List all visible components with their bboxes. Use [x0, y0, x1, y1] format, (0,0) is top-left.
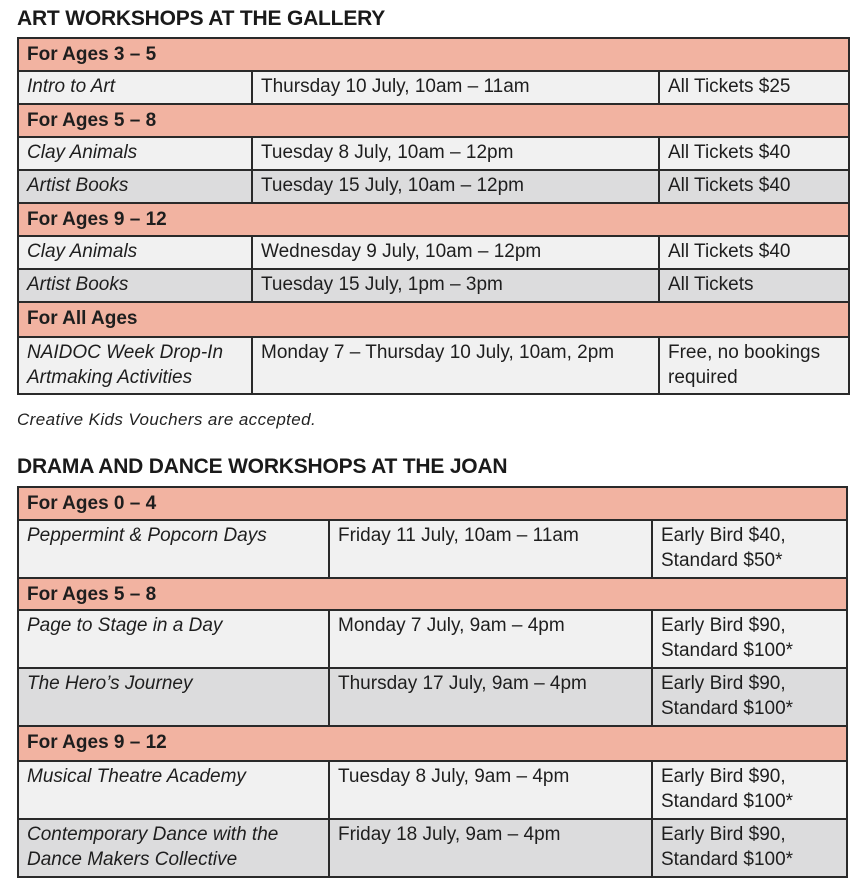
age-group-label: For Ages 9 – 12 — [18, 726, 847, 761]
workshop-name: NAIDOC Week Drop-In Artmaking Activities — [18, 337, 252, 394]
table-row — [18, 668, 847, 726]
table-row — [18, 520, 847, 578]
workshop-name: Contemporary Dance with the Dance Makers Collective — [18, 819, 329, 877]
workshop-date: Thursday 17 July, 9am – 4pm — [329, 668, 652, 726]
table-row — [18, 337, 849, 394]
workshop-name: Clay Animals — [18, 137, 252, 170]
table-row — [18, 71, 849, 104]
age-group-header — [18, 726, 847, 761]
age-group-label: For Ages 3 – 5 — [18, 38, 849, 71]
table-row — [18, 236, 849, 269]
workshop-price: Early Bird $90, Standard $100* — [652, 610, 847, 668]
workshop-name: Page to Stage in a Day — [18, 610, 329, 668]
workshop-price: All Tickets $25 — [659, 71, 849, 104]
age-group-header — [18, 487, 847, 520]
age-group-header — [18, 203, 849, 236]
workshop-price: All Tickets $40 — [659, 170, 849, 203]
table-row — [18, 137, 849, 170]
age-group-label: For Ages 5 – 8 — [18, 104, 849, 137]
workshop-price: All Tickets $40 — [659, 236, 849, 269]
drama-workshops-table — [17, 486, 848, 878]
workshop-price: Early Bird $90, Standard $100* — [652, 819, 847, 877]
age-group-header — [18, 578, 847, 610]
workshop-price: Early Bird $90, Standard $100* — [652, 761, 847, 819]
table-row — [18, 269, 849, 302]
table-row — [18, 761, 847, 819]
age-group-label: For Ages 9 – 12 — [18, 203, 849, 236]
workshop-date: Friday 18 July, 9am – 4pm — [329, 819, 652, 877]
workshop-date: Tuesday 15 July, 10am – 12pm — [252, 170, 659, 203]
workshop-date: Tuesday 8 July, 10am – 12pm — [252, 137, 659, 170]
workshop-name: Artist Books — [18, 269, 252, 302]
workshop-name: Clay Animals — [18, 236, 252, 269]
workshop-date: Monday 7 July, 9am – 4pm — [329, 610, 652, 668]
workshop-date: Friday 11 July, 10am – 11am — [329, 520, 652, 578]
age-group-header — [18, 302, 849, 337]
workshop-date: Tuesday 8 July, 9am – 4pm — [329, 761, 652, 819]
workshop-price: Early Bird $40, Standard $50* — [652, 520, 847, 578]
workshop-date: Monday 7 – Thursday 10 July, 10am, 2pm — [252, 337, 659, 394]
workshop-price: Early Bird $90, Standard $100* — [652, 668, 847, 726]
workshop-name: Intro to Art — [18, 71, 252, 104]
workshop-date: Tuesday 15 July, 1pm – 3pm — [252, 269, 659, 302]
table-row — [18, 819, 847, 877]
age-group-label: For All Ages — [18, 302, 849, 337]
workshop-price: All Tickets $40 — [659, 137, 849, 170]
art-section-title: ART WORKSHOPS AT THE GALLERY — [17, 7, 386, 30]
table-row — [18, 170, 849, 203]
workshop-date: Wednesday 9 July, 10am – 12pm — [252, 236, 659, 269]
table-row — [18, 610, 847, 668]
workshop-name: Musical Theatre Academy — [18, 761, 329, 819]
age-group-label: For Ages 5 – 8 — [18, 578, 847, 610]
workshop-name: Peppermint & Popcorn Days — [18, 520, 329, 578]
workshop-date: Thursday 10 July, 10am – 11am — [252, 71, 659, 104]
art-workshops-table — [17, 37, 850, 395]
workshop-name: The Hero’s Journey — [18, 668, 329, 726]
workshop-price: Free, no bookings required — [659, 337, 849, 394]
vouchers-note: Creative Kids Vouchers are accepted. — [17, 410, 317, 429]
age-group-header — [18, 104, 849, 137]
drama-section-title: DRAMA AND DANCE WORKSHOPS AT THE JOAN — [17, 455, 508, 478]
workshop-name: Artist Books — [18, 170, 252, 203]
age-group-header — [18, 38, 849, 71]
age-group-label: For Ages 0 – 4 — [18, 487, 847, 520]
workshop-price: All Tickets — [659, 269, 849, 302]
